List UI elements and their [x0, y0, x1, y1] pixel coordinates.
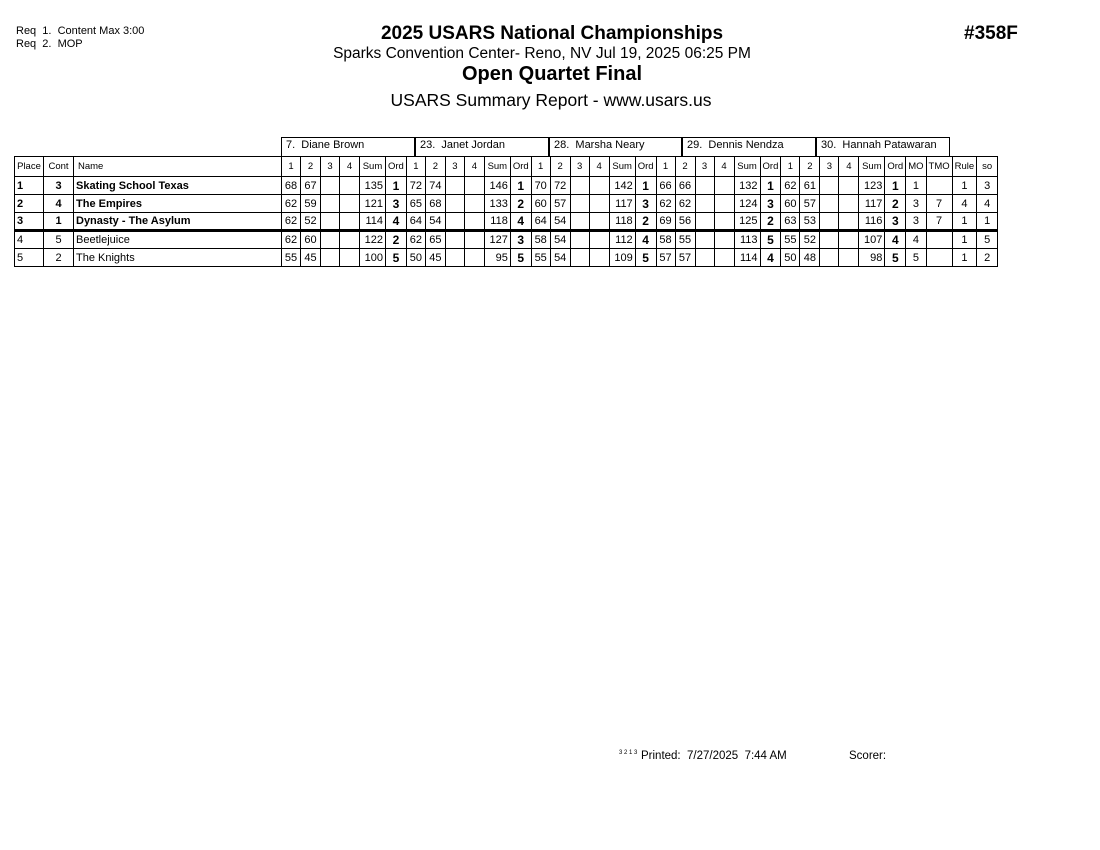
score-cell: 54	[550, 231, 570, 249]
sum-cell: 109	[609, 249, 635, 267]
so-header: so	[977, 157, 998, 177]
judge-3-score-2-header: 2	[550, 157, 570, 177]
score-cell: 74	[425, 177, 445, 195]
sum-cell: 122	[360, 231, 386, 249]
score-cell	[445, 231, 464, 249]
score-cell: 62	[406, 231, 425, 249]
cont-cell: 2	[44, 249, 74, 267]
score-cell	[321, 249, 340, 267]
score-cell	[695, 195, 714, 213]
place-cell: 2	[15, 195, 44, 213]
score-cell: 68	[282, 177, 301, 195]
score-cell: 55	[675, 231, 695, 249]
judge-1-ord-header: Ord	[386, 157, 407, 177]
sum-cell: 146	[484, 177, 510, 195]
score-cell: 65	[425, 231, 445, 249]
ordinal-cell: 5	[760, 231, 781, 249]
sum-cell: 117	[859, 195, 885, 213]
judge-5-score-4-header: 4	[839, 157, 859, 177]
sum-cell: 112	[609, 231, 635, 249]
judge-2-score-2-header: 2	[425, 157, 445, 177]
rule-cell: 1	[952, 249, 977, 267]
judge-1-sum-header: Sum	[360, 157, 386, 177]
score-cell	[464, 213, 484, 231]
sum-cell: 125	[734, 213, 760, 231]
score-cell	[714, 231, 734, 249]
score-cell: 52	[301, 213, 321, 231]
judge-2-score-4-header: 4	[464, 157, 484, 177]
score-cell: 50	[406, 249, 425, 267]
ordinal-cell: 5	[885, 249, 906, 267]
ordinal-cell: 5	[635, 249, 656, 267]
judge-4-sum-header: Sum	[734, 157, 760, 177]
requirement-1: Req 1. Content Max 3:00	[16, 25, 145, 37]
judge-4-score-4-header: 4	[714, 157, 734, 177]
cont-cell: 4	[44, 195, 74, 213]
score-cell: 59	[301, 195, 321, 213]
cont-header: Cont	[44, 157, 74, 177]
score-cell	[340, 213, 360, 231]
score-cell	[340, 177, 360, 195]
score-cell: 52	[800, 231, 820, 249]
score-cell: 56	[675, 213, 695, 231]
score-cell	[464, 177, 484, 195]
place-cell: 3	[15, 213, 44, 231]
ordinal-cell: 3	[510, 231, 531, 249]
place-cell: 1	[15, 177, 44, 195]
tmo-cell	[926, 249, 952, 267]
score-cell: 62	[282, 213, 301, 231]
score-cell	[321, 231, 340, 249]
score-cell	[589, 213, 609, 231]
rule-header: Rule	[952, 157, 977, 177]
score-cell: 70	[531, 177, 550, 195]
mo-cell: 3	[906, 195, 926, 213]
score-cell: 57	[800, 195, 820, 213]
score-cell: 53	[800, 213, 820, 231]
judge-2-score-3-header: 3	[445, 157, 464, 177]
score-cell	[321, 213, 340, 231]
judge-1-score-2-header: 2	[301, 157, 321, 177]
score-cell	[820, 213, 839, 231]
judge-2-ord-header: Ord	[510, 157, 531, 177]
score-cell: 65	[406, 195, 425, 213]
score-cell	[695, 177, 714, 195]
tmo-cell	[926, 231, 952, 249]
sum-cell: 95	[484, 249, 510, 267]
judge-3-score-4-header: 4	[589, 157, 609, 177]
judge-5-ord-header: Ord	[885, 157, 906, 177]
score-cell	[695, 213, 714, 231]
requirement-2: Req 2. MOP	[16, 38, 83, 50]
score-cell	[589, 249, 609, 267]
score-cell	[570, 249, 589, 267]
ordinal-cell: 2	[885, 195, 906, 213]
table-row	[15, 195, 998, 213]
judge-4-ord-header: Ord	[760, 157, 781, 177]
judge-4-name: 29. Dennis Nendza	[682, 137, 816, 156]
score-cell	[589, 231, 609, 249]
score-cell	[839, 195, 859, 213]
score-cell	[464, 195, 484, 213]
ordinal-cell: 1	[386, 177, 407, 195]
score-cell	[445, 177, 464, 195]
judge-5-score-1-header: 1	[781, 157, 800, 177]
score-cell	[321, 195, 340, 213]
score-cell	[464, 231, 484, 249]
score-cell	[340, 231, 360, 249]
tmo-cell: 7	[926, 213, 952, 231]
score-cell: 57	[656, 249, 675, 267]
score-cell	[589, 195, 609, 213]
name-header: Name	[74, 157, 282, 177]
ordinal-cell: 3	[386, 195, 407, 213]
ordinal-cell: 5	[386, 249, 407, 267]
score-cell: 68	[425, 195, 445, 213]
sum-cell: 118	[484, 213, 510, 231]
score-cell	[820, 231, 839, 249]
ordinal-cell: 4	[885, 231, 906, 249]
sum-cell: 114	[360, 213, 386, 231]
ordinal-cell: 3	[760, 195, 781, 213]
cont-cell: 3	[44, 177, 74, 195]
score-cell: 45	[425, 249, 445, 267]
score-cell	[820, 177, 839, 195]
score-cell: 60	[781, 195, 800, 213]
ordinal-cell: 1	[635, 177, 656, 195]
sum-cell: 124	[734, 195, 760, 213]
sum-cell: 121	[360, 195, 386, 213]
sum-cell: 132	[734, 177, 760, 195]
report-name: USARS Summary Report - www.usars.us	[390, 90, 712, 110]
sum-cell: 135	[360, 177, 386, 195]
mo-cell: 4	[906, 231, 926, 249]
report-title: 2025 USARS National Championships	[380, 23, 724, 44]
score-cell: 69	[656, 213, 675, 231]
score-cell: 66	[675, 177, 695, 195]
so-cell: 5	[977, 231, 998, 249]
rule-cell: 4	[952, 195, 977, 213]
judge-3-ord-header: Ord	[635, 157, 656, 177]
score-cell: 55	[282, 249, 301, 267]
score-cell: 72	[406, 177, 425, 195]
judge-header-row	[281, 137, 950, 156]
team-name-cell: Dynasty - The Asylum	[74, 213, 282, 231]
score-cell	[321, 177, 340, 195]
score-cell: 62	[282, 231, 301, 249]
judge-4-score-1-header: 1	[656, 157, 675, 177]
score-cell	[445, 195, 464, 213]
so-cell: 4	[977, 195, 998, 213]
ordinal-cell: 2	[386, 231, 407, 249]
judge-4-score-3-header: 3	[695, 157, 714, 177]
mo-cell: 5	[906, 249, 926, 267]
rule-cell: 1	[952, 177, 977, 195]
ordinal-cell: 1	[510, 177, 531, 195]
sum-cell: 127	[484, 231, 510, 249]
rule-cell: 1	[952, 231, 977, 249]
score-cell	[695, 231, 714, 249]
score-cell	[839, 177, 859, 195]
sum-cell: 100	[360, 249, 386, 267]
judge-5-sum-header: Sum	[859, 157, 885, 177]
ordinal-cell: 4	[510, 213, 531, 231]
cont-cell: 1	[44, 213, 74, 231]
score-cell	[820, 195, 839, 213]
judge-1-score-1-header: 1	[282, 157, 301, 177]
judge-3-score-1-header: 1	[531, 157, 550, 177]
score-cell	[570, 195, 589, 213]
score-cell	[445, 213, 464, 231]
score-cell: 57	[675, 249, 695, 267]
score-cell: 62	[282, 195, 301, 213]
sum-cell: 114	[734, 249, 760, 267]
ordinal-cell: 3	[635, 195, 656, 213]
table-row	[15, 231, 998, 249]
score-cell	[445, 249, 464, 267]
team-name-cell: The Knights	[74, 249, 282, 267]
score-cell	[839, 249, 859, 267]
score-cell: 55	[781, 231, 800, 249]
score-cell	[839, 231, 859, 249]
printed-date: Printed: 7/27/2025 7:44 AM	[641, 750, 787, 762]
judge-2-name: 23. Janet Jordan	[415, 137, 549, 156]
sum-cell: 98	[859, 249, 885, 267]
score-cell: 62	[656, 195, 675, 213]
mo-cell: 1	[906, 177, 926, 195]
ordinal-cell: 1	[885, 177, 906, 195]
score-cell: 60	[301, 231, 321, 249]
score-cell: 54	[550, 213, 570, 231]
score-cell	[714, 177, 734, 195]
judge-1-score-3-header: 3	[321, 157, 340, 177]
team-name-cell: The Empires	[74, 195, 282, 213]
sum-cell: 118	[609, 213, 635, 231]
score-cell: 48	[800, 249, 820, 267]
table-row	[15, 213, 998, 231]
ordinal-cell: 5	[510, 249, 531, 267]
rule-cell: 1	[952, 213, 977, 231]
team-name-cell: Beetlejuice	[74, 231, 282, 249]
ordinal-cell: 4	[760, 249, 781, 267]
event-code: #358F	[964, 23, 1018, 44]
venue-date: Sparks Convention Center- Reno, NV Jul 19, 2025 06:25 PM	[333, 45, 751, 62]
score-cell: 64	[531, 213, 550, 231]
tmo-cell	[926, 177, 952, 195]
score-cell: 66	[656, 177, 675, 195]
sum-cell: 142	[609, 177, 635, 195]
score-cell: 62	[675, 195, 695, 213]
score-cell: 54	[550, 249, 570, 267]
score-cell	[695, 249, 714, 267]
judge-3-score-3-header: 3	[570, 157, 589, 177]
score-cell	[464, 249, 484, 267]
judge-5-score-2-header: 2	[800, 157, 820, 177]
score-cell	[570, 213, 589, 231]
judge-3-sum-header: Sum	[609, 157, 635, 177]
sum-cell: 117	[609, 195, 635, 213]
ordinal-cell: 4	[635, 231, 656, 249]
judge-5-score-3-header: 3	[820, 157, 839, 177]
tmo-header: TMO	[926, 157, 952, 177]
column-header-row	[15, 157, 998, 177]
sum-cell: 123	[859, 177, 885, 195]
score-cell: 61	[800, 177, 820, 195]
scorer-label: Scorer:	[849, 750, 887, 762]
event-name: Open Quartet Final	[461, 63, 643, 85]
ordinal-cell: 4	[386, 213, 407, 231]
score-cell	[839, 213, 859, 231]
judge-5-name: 30. Hannah Patawaran	[816, 137, 950, 156]
sum-cell: 107	[859, 231, 885, 249]
score-cell: 67	[301, 177, 321, 195]
score-cell: 57	[550, 195, 570, 213]
score-cell: 55	[531, 249, 550, 267]
score-cell	[714, 213, 734, 231]
mo-cell: 3	[906, 213, 926, 231]
place-cell: 5	[15, 249, 44, 267]
score-cell	[820, 249, 839, 267]
place-header: Place	[15, 157, 44, 177]
score-cell: 72	[550, 177, 570, 195]
footer-code: 3 2 1 3	[619, 750, 638, 756]
ordinal-cell: 2	[760, 213, 781, 231]
score-cell	[714, 249, 734, 267]
so-cell: 3	[977, 177, 998, 195]
score-cell	[570, 231, 589, 249]
judge-3-name: 28. Marsha Neary	[549, 137, 682, 156]
place-cell: 4	[15, 231, 44, 249]
score-cell	[570, 177, 589, 195]
score-cell: 60	[531, 195, 550, 213]
so-cell: 2	[977, 249, 998, 267]
tmo-cell: 7	[926, 195, 952, 213]
results-table	[14, 156, 998, 267]
ordinal-cell: 3	[885, 213, 906, 231]
score-cell	[714, 195, 734, 213]
ordinal-cell: 2	[635, 213, 656, 231]
cont-cell: 5	[44, 231, 74, 249]
score-cell: 50	[781, 249, 800, 267]
score-cell: 58	[531, 231, 550, 249]
score-cell	[340, 249, 360, 267]
sum-cell: 133	[484, 195, 510, 213]
score-cell: 45	[301, 249, 321, 267]
score-cell: 64	[406, 213, 425, 231]
ordinal-cell: 1	[760, 177, 781, 195]
ordinal-cell: 2	[510, 195, 531, 213]
judge-4-score-2-header: 2	[675, 157, 695, 177]
score-cell	[589, 177, 609, 195]
judge-1-name: 7. Diane Brown	[281, 137, 415, 156]
score-cell: 62	[781, 177, 800, 195]
sum-cell: 113	[734, 231, 760, 249]
judge-2-sum-header: Sum	[484, 157, 510, 177]
score-cell: 63	[781, 213, 800, 231]
team-name-cell: Skating School Texas	[74, 177, 282, 195]
score-cell: 58	[656, 231, 675, 249]
table-row	[15, 177, 998, 195]
score-cell: 54	[425, 213, 445, 231]
table-row	[15, 249, 998, 267]
judge-1-score-4-header: 4	[340, 157, 360, 177]
so-cell: 1	[977, 213, 998, 231]
mo-header: MO	[906, 157, 926, 177]
judge-2-score-1-header: 1	[406, 157, 425, 177]
sum-cell: 116	[859, 213, 885, 231]
score-cell	[340, 195, 360, 213]
